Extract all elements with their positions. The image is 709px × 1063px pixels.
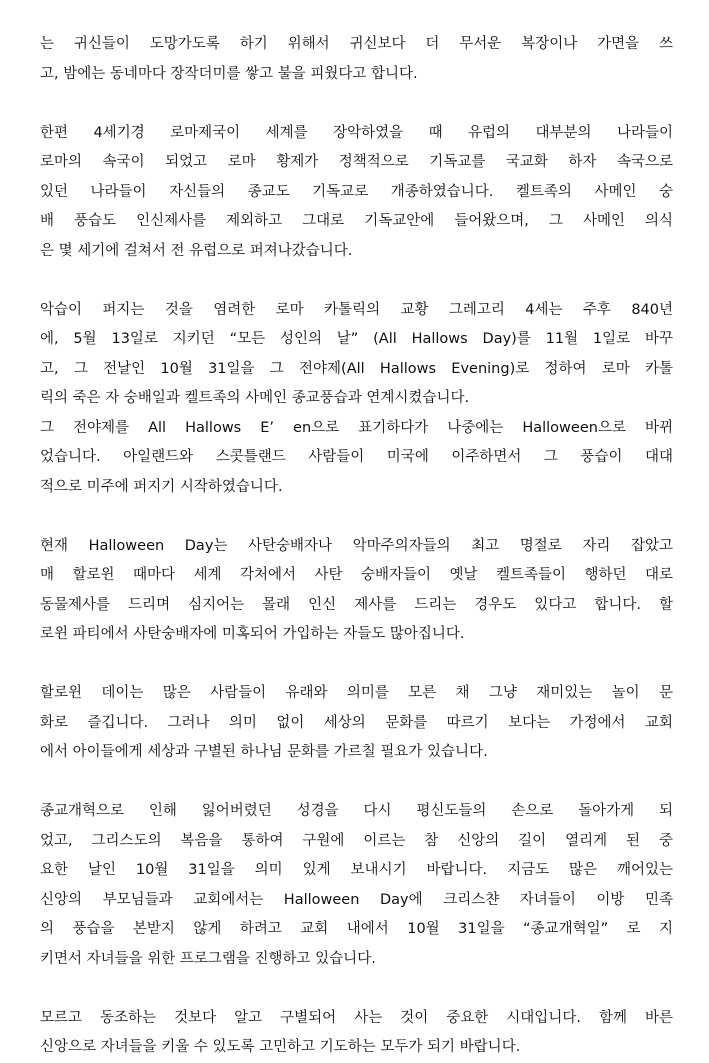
paragraph-gap — [40, 89, 673, 119]
text-line: 한편 4세기경 로마제국이 세계를 장악하였을 때 유럽의 대부분의 나라들이 — [40, 124, 673, 141]
text-line: 에, 5월 13일로 지키던 “모든 성인의 날” (All Hallows Day)를 11월 1일로 바꾸 — [40, 331, 673, 347]
text-line: 요한 날인 10월 31일을 의미 있게 보내시기 바랍니다. 지금도 많은 깨어있는 — [40, 862, 673, 878]
text-line: 키면서 자녀들을 위한 프로그램을 진행하고 있습니다. — [40, 950, 376, 967]
text-line: 었습니다. 아일랜드와 스콧틀랜드 사람들이 미국에 이주하면서 그 풍습이 대대 — [40, 449, 673, 465]
paragraph-1 — [40, 30, 673, 89]
paragraph-3 — [40, 296, 673, 503]
document-page — [40, 30, 673, 1063]
text-line: 악습이 퍼지는 것을 염려한 로마 카톨릭의 교황 그레고리 4세는 주후 840년 — [40, 301, 673, 318]
text-line: 적으로 미주에 퍼지기 시작하였습니다. — [40, 478, 283, 495]
text-line: 는 귀신들이 도망가도록 하기 위해서 귀신보다 더 무서운 복장이나 가면을 쓰 — [40, 36, 673, 52]
text-line: 은 몇 세기에 걸쳐서 전 유럽으로 퍼져나갔습니다. — [40, 242, 353, 259]
text-line: 매 할로윈 때마다 세계 각처에서 사탄 숭배자들이 옛날 켈트족들이 행하던 대로 — [40, 567, 673, 583]
paragraph-2 — [40, 119, 673, 267]
paragraph-gap — [40, 502, 673, 532]
paragraph-5 — [40, 679, 673, 768]
text-line: 배 풍습도 인신제사를 제외하고 그대로 기독교안에 들어왔으며, 그 사메인 의식 — [40, 213, 673, 229]
text-line: 신앙으로 자녀들을 키울 수 있도록 고민하고 기도하는 모두가 되기 바랍니다. — [40, 1039, 521, 1055]
text-line: 로윈 파티에서 사탄숭배자에 미혹되어 가입하는 자들도 많아집니다. — [40, 626, 465, 642]
text-line: 신앙의 부모님들과 교회에서는 Halloween Day에 크리스챤 자녀들이 이방 민족 — [40, 891, 673, 908]
paragraph-gap — [40, 266, 673, 296]
text-line: 릭의 죽은 자 숭배일과 켈트족의 사메인 종교풍습과 연계시켰습니다. — [40, 390, 470, 406]
paragraph-7 — [40, 1004, 673, 1063]
text-line: 할로윈 데이는 많은 사람들이 유래와 의미를 모른 채 그냥 재미있는 놀이 문 — [40, 685, 673, 701]
text-line: 동물제사를 드리며 심지어는 몰래 인신 제사를 드리는 경우도 있다고 합니다. 할 — [40, 596, 673, 613]
text-line: 의 풍습을 본받지 않게 하려고 교회 내에서 10월 31일을 “종교개혁일” 로 지 — [40, 921, 673, 937]
text-line: 로마의 속국이 되었고 로마 황제가 정책적으로 기독교를 국교화 하자 속국으로 — [40, 154, 673, 170]
text-line: 현재 Halloween Day는 사탄숭배자나 악마주의자들의 최고 명절로 자리 잡았고 — [40, 537, 673, 554]
text-line: 고, 그 전날인 10월 31일을 그 전야제(All Hallows Evening)로 정하여 로마 카톨 — [40, 360, 673, 377]
paragraph-gap — [40, 650, 673, 680]
paragraph-gap — [40, 768, 673, 798]
paragraph-6 — [40, 797, 673, 974]
text-line: 화로 즐깁니다. 그러나 의미 없이 세상의 문화를 따르기 보다는 가정에서 교회 — [40, 714, 673, 731]
text-line: 모르고 동조하는 것보다 알고 구별되어 사는 것이 중요한 시대입니다. 함께 바른 — [40, 1009, 673, 1026]
text-line: 종교개혁으로 인해 잃어버렸던 성경을 다시 평신도들의 손으로 돌아가게 되 — [40, 803, 673, 819]
paragraph-gap — [40, 974, 673, 1004]
text-line: 고, 밤에는 동네마다 장작더미를 쌓고 불을 피웠다고 합니다. — [40, 65, 418, 82]
text-line: 있던 나라들이 자신들의 종교도 기독교로 개종하였습니다. 켈트족의 사메인 숭 — [40, 183, 673, 200]
text-line: 그 전야제를 All Hallows E’ en으로 표기하다가 나중에는 Halloween으로 바뀌 — [40, 419, 673, 436]
text-line: 었고, 그리스도의 복음을 통하여 구원에 이르는 참 신앙의 길이 열리게 된 중 — [40, 832, 673, 849]
paragraph-4 — [40, 532, 673, 650]
text-line: 에서 아이들에게 세상과 구별된 하나님 문화를 가르칠 필요가 있습니다. — [40, 744, 488, 760]
